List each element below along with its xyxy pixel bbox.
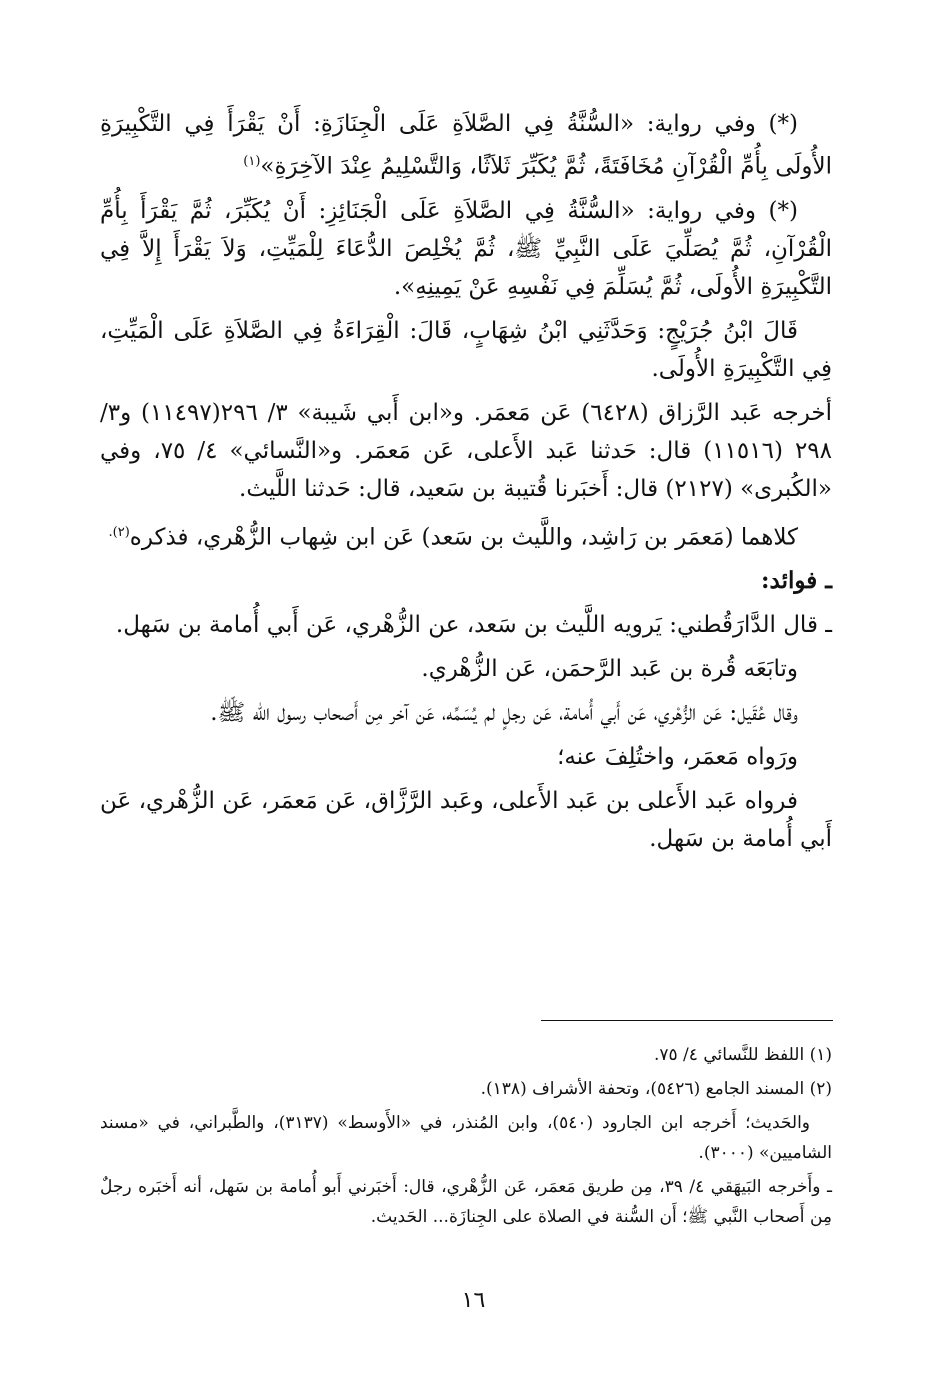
paragraph-tabaahu: وتابَعَه قُرة بن عَبد الرَّحمَن، عَن الزُّهْري. (421, 656, 798, 683)
paragraph-takhrij: أخرجه عَبد الرَّزاق (٦٤٢٨) عَن مَعمَر. و«ابن أَبي شَيبة» ٣/ ٢٩٦(١١٤٩٧) و٣/ ٢٩٨ (١١٥١٦) قال: حَدثنا عَبد الأَعلى، عَن مَعمَر. و«النَّسائي» ٤/ ٧٥، وفي «الكُبرى» (٢١٢٧) قال: أَخبَرنا قُتيبة بن سَعيد، قال: حَدثنا اللَّيث. (100, 399, 833, 502)
footnote-1: (١) اللفظ للنَّسائي ٤/ ٧٥. (653, 1045, 832, 1065)
footnote-ref-2[interactable]: (٢). (108, 524, 130, 540)
paragraph-riwaya-2: (*) وفي رواية: «السُّنَّةُ فِي الصَّلاَةِ عَلَى الْجَنَائِزِ: أَنْ يُكَبِّرَ، ثُمَّ يَقْرَأَ بِأُمِّ الْقُرْآنِ، ثُمَّ يُصَلِّيَ عَلَى النَّبِيِّ ﷺ، ثُمَّ يُخْلِصَ الدُّعَاءَ لِلْمَيِّتِ، وَلاَ يَقْرَأَ إِلاَّ فِي التَّكْبِيرَةِ الأُولَى، ثُمَّ يُسَلِّمَ فِي نَفْسِهِ عَنْ يَمِينِهِ». (100, 197, 832, 300)
paragraph-rawahu: فرواه عَبد الأَعلى بن عَبد الأَعلى، وعَبد الرَّزَّاق، عَن مَعمَر، عَن الزُّهْري، عَن أَبي أُمامة بن سَهل. (100, 788, 832, 853)
paragraph-text: (*) وفي رواية: «السُّنَّةُ فِي الصَّلاَةِ عَلَى الْجِنَازَةِ: أَنْ يَقْرَأَ فِي التَّكْبِيرَةِ الأُولَى بِأُمِّ الْقُرْآنِ مُخَافَتَةً، ثُمَّ يُكَبِّرَ ثَلاَثًا، وَالتَّسْلِيمُ عِنْدَ الآخِرَةِ» (100, 111, 832, 180)
paragraph-ibn-jurayj: قَالَ ابْنُ جُرَيْجٍ: وَحَدَّثَنِي ابْنُ شِهَابٍ، قَالَ: الْقِرَاءَةُ فِي الصَّلاَةِ عَلَى الْمَيِّتِ، فِي التَّكْبِيرَةِ الأُولَى. (100, 317, 832, 382)
paragraph-uqayl: وقال عُقَيل: عَن الزُّهْري، عَن أَبي أُمامة، عَن رجلٍ لم يُسَمِّه، عَن آخر مِن أَصحاب رسول الله ﷺ. (210, 700, 798, 727)
main-text (100, 105, 832, 864)
footnote-separator (541, 1020, 833, 1021)
footnote-2-continuation: والحَديث؛ أَخرجه ابن الجارود (٥٤٠)، وابن المُنذر، في «الأَوسط» (٣١٣٧)، والطَّبراني، في «مسند الشاميين» (٣٠٠٠). (100, 1113, 832, 1163)
paragraph-daraqutni: ـ قال الدَّارَقُطني: يَرويه اللَّيث بن سَعد، عن الزُّهْري، عَن أَبي أُمامة بن سَهل. (115, 612, 832, 639)
paragraph-ikhtilaf: ورَواه مَعمَر، واختُلِفَ عنه؛ (557, 744, 798, 771)
fawaid-heading: ـ فوائد: (761, 567, 832, 595)
paragraph-riwaya-1 (100, 105, 832, 186)
footnote-2: (٢) المسند الجامع (٥٤٢٦)، وتحفة الأشراف (١٣٨). (480, 1079, 832, 1099)
footnote-2-bayhaqi: ـ وأَخرجه البَيهَقي ٤/ ٣٩، مِن طريق مَعمَر، عَن الزُّهْري، قال: أَخبَرني أَبو أُمامة بن سَهل، أنه أَخبَره رجلٌ مِن أَصحاب النَّبي ﷺ؛ أَن السُّنة في الصلاة على الجِنازَة... الحَديث. (100, 1177, 832, 1227)
paragraph-text: كلاهما (مَعمَر بن رَاشِد، واللَّيث بن سَعد) عَن ابن شِهاب الزُّهْري، فذكره (129, 524, 798, 551)
footnote-ref-1[interactable]: (١) (243, 154, 261, 169)
footnotes (100, 1040, 832, 1236)
page-number: ١٦ (461, 1288, 486, 1313)
paragraph-kilahuma (100, 514, 832, 557)
